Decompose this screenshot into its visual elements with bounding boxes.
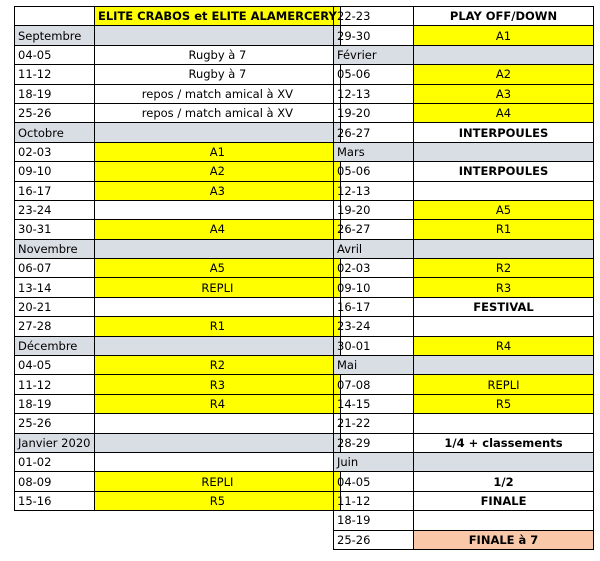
event-cell: FESTIVAL [414,297,594,316]
event-cell [414,511,594,530]
month-filler-cell [95,433,341,452]
schedule-row [15,103,341,122]
date-cell: 20-21 [15,297,95,316]
date-cell: 09-10 [334,278,414,297]
month-filler-cell [414,239,594,258]
date-cell: 04-05 [15,45,95,64]
date-cell: 12-13 [334,181,414,200]
event-cell: Rugby à 7 [95,65,341,84]
event-cell: A2 [95,162,341,181]
date-cell: 18-19 [15,394,95,413]
month-row [334,452,594,471]
date-cell: 23-24 [15,200,95,219]
date-cell: 06-07 [15,259,95,278]
date-cell: 19-20 [334,103,414,122]
event-cell: R3 [95,375,341,394]
month-label: Mars [334,142,414,161]
schedule-row [15,297,341,316]
date-cell: 11-12 [15,65,95,84]
month-filler-cell [95,123,341,142]
month-label: Mai [334,356,414,375]
schedule-row [15,259,341,278]
month-label: Septembre [15,26,95,45]
schedule-row [15,452,341,471]
schedule-row [334,375,594,394]
event-cell: REPLI [95,278,341,297]
date-cell: 21-22 [334,414,414,433]
schedule-row [15,375,341,394]
schedule-row [334,297,594,316]
date-cell: 22-23 [334,7,414,26]
event-cell: A5 [95,259,341,278]
event-cell [414,181,594,200]
event-cell: REPLI [414,375,594,394]
month-label: Janvier 2020 [15,433,95,452]
event-cell: 1/4 + classements [414,433,594,452]
schedule-row [15,84,341,103]
date-cell: 25-26 [334,530,414,549]
date-cell: 26-27 [334,220,414,239]
schedule-row [15,45,341,64]
month-row [15,239,341,258]
schedule-row [334,259,594,278]
date-cell: 16-17 [15,181,95,200]
event-cell: A4 [95,220,341,239]
date-cell: 30-01 [334,336,414,355]
schedule-row [334,491,594,510]
event-cell: R5 [95,491,341,510]
date-cell: 25-26 [15,414,95,433]
schedule-row [334,84,594,103]
date-cell: 05-06 [334,65,414,84]
date-cell: 09-10 [15,162,95,181]
schedule-row [15,142,341,161]
date-cell: 16-17 [334,297,414,316]
month-filler-cell [414,142,594,161]
schedule-row [334,317,594,336]
schedule-row [334,200,594,219]
schedule-row [15,414,341,433]
date-cell: 05-06 [334,162,414,181]
schedule-row [15,162,341,181]
schedule-row [15,472,341,491]
month-label: Juin [334,452,414,471]
month-filler-cell [414,356,594,375]
month-label: Avril [334,239,414,258]
schedule-row [334,26,594,45]
month-row [15,26,341,45]
event-cell [95,297,341,316]
month-label: Décembre [15,336,95,355]
month-label: Octobre [15,123,95,142]
month-filler-cell [95,336,341,355]
schedule-row [15,491,341,510]
event-cell [95,452,341,471]
event-cell: R1 [414,220,594,239]
date-cell: 04-05 [15,356,95,375]
schedule-row [15,278,341,297]
date-cell: 27-28 [15,317,95,336]
date-cell: 18-19 [15,84,95,103]
date-cell: 01-02 [15,452,95,471]
schedule-row [334,530,594,549]
event-cell: R4 [95,394,341,413]
date-cell: 07-08 [334,375,414,394]
event-cell: A1 [95,142,341,161]
schedule-row [334,511,594,530]
month-filler-cell [95,26,341,45]
date-cell: 25-26 [15,103,95,122]
date-cell: 13-14 [15,278,95,297]
event-cell [95,200,341,219]
table-header: ELITE CRABOS et ELITE ALAMERCERY [95,7,341,26]
date-cell: 14-15 [334,394,414,413]
date-cell: 30-31 [15,220,95,239]
date-cell: 08-09 [15,472,95,491]
event-cell: R2 [414,259,594,278]
schedule-row [334,472,594,491]
event-cell: Rugby à 7 [95,45,341,64]
date-cell: 18-19 [334,511,414,530]
event-cell: 1/2 [414,472,594,491]
left-schedule-table [14,6,341,511]
event-cell: FINALE [414,491,594,510]
date-cell: 28-29 [334,433,414,452]
month-row [15,123,341,142]
month-label: Février [334,45,414,64]
date-cell: 23-24 [334,317,414,336]
schedule-row [334,181,594,200]
schedule-row [15,200,341,219]
event-cell: repos / match amical à XV [95,103,341,122]
schedule-row [15,220,341,239]
event-cell [414,317,594,336]
event-cell: R3 [414,278,594,297]
schedule-row [334,65,594,84]
schedule-row [334,336,594,355]
date-cell: 02-03 [15,142,95,161]
month-row [334,45,594,64]
schedule-row [334,278,594,297]
right-schedule-body [334,7,594,550]
schedule-row [334,220,594,239]
event-cell: INTERPOULES [414,162,594,181]
schedule-row [334,7,594,26]
month-filler-cell [414,45,594,64]
event-cell: R4 [414,336,594,355]
month-filler-cell [414,452,594,471]
event-cell: INTERPOULES [414,123,594,142]
right-schedule-table [333,6,594,550]
schedule-row [15,356,341,375]
date-cell: 11-12 [334,491,414,510]
event-cell: FINALE à 7 [414,530,594,549]
date-cell: 26-27 [334,123,414,142]
event-cell: A4 [414,103,594,122]
header-row [15,7,341,26]
event-cell: repos / match amical à XV [95,84,341,103]
schedule-row [15,181,341,200]
date-cell: 19-20 [334,200,414,219]
month-row [334,239,594,258]
month-row [334,142,594,161]
schedule-row [334,123,594,142]
schedule-row [334,414,594,433]
date-cell: 15-16 [15,491,95,510]
header-blank-cell [15,7,95,26]
month-row [15,433,341,452]
event-cell: A3 [95,181,341,200]
event-cell: A3 [414,84,594,103]
schedule-row [334,103,594,122]
event-cell: PLAY OFF/DOWN [414,7,594,26]
month-filler-cell [95,239,341,258]
month-label: Novembre [15,239,95,258]
event-cell: R5 [414,394,594,413]
event-cell [95,414,341,433]
event-cell: A1 [414,26,594,45]
date-cell: 04-05 [334,472,414,491]
month-row [15,336,341,355]
month-row [334,356,594,375]
date-cell: 02-03 [334,259,414,278]
date-cell: 12-13 [334,84,414,103]
left-schedule-body [15,7,341,511]
event-cell: R1 [95,317,341,336]
date-cell: 29-30 [334,26,414,45]
event-cell: A5 [414,200,594,219]
schedule-row [334,433,594,452]
schedule-row [15,317,341,336]
date-cell: 11-12 [15,375,95,394]
schedule-row [334,162,594,181]
event-cell: A2 [414,65,594,84]
event-cell [414,414,594,433]
event-cell: R2 [95,356,341,375]
schedule-row [15,65,341,84]
schedule-row [15,394,341,413]
event-cell: REPLI [95,472,341,491]
schedule-row [334,394,594,413]
